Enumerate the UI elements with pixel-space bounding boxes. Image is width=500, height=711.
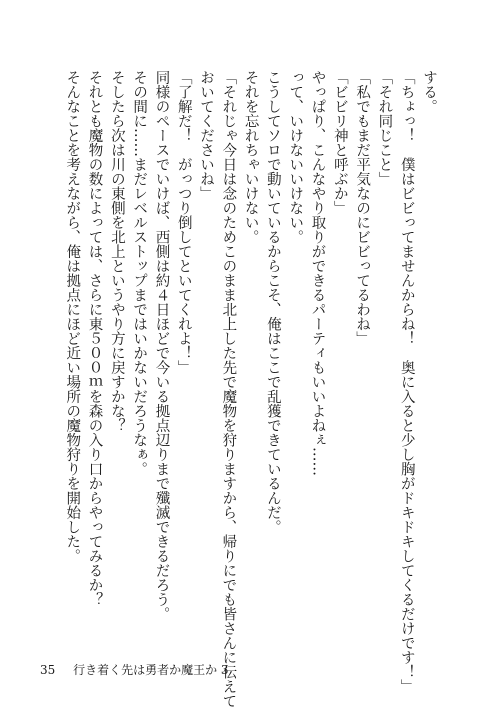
text-line: それとも魔物の数によっては、さらに東５００ｍを森の入り口からやってみるか？ (86, 70, 103, 607)
book-title: 行き着く先は勇者か魔王か 3 (73, 663, 229, 677)
text-line: 「それじゃ今日は念のためこのまま北上した先で魔物を狩りますから、帰りにでも皆さんに伝えて (220, 70, 237, 708)
text-line: って、いけないいけない。 (287, 70, 304, 244)
text-line: おいてくださいね」 (198, 70, 215, 201)
text-line: そんなことを考えながら、俺は拠点にほど近い場所の魔物狩りを開始した。 (64, 70, 81, 563)
text-line: 「私でもまだ平気なのにビビってるわね」 (354, 70, 371, 346)
text-line: 「ビビリ神と呼ぶか」 (331, 70, 348, 215)
text-line: 「それ同じこと」 (376, 70, 393, 186)
text-line: それを忘れちゃいけない。 (242, 70, 259, 244)
text-line: 「了解だ！ がっつり倒してといてくれよ！」 (175, 70, 192, 375)
page-number: 35 (40, 663, 56, 677)
text-line: やっぱり、こんなやり取りができるパーティもいいよねぇ…… (309, 70, 326, 476)
text-line: 「ちょっ！ 僕はビビってませんからね！ 奥に入ると少し胸がドキドキしてくるだけです！」 (398, 70, 415, 694)
text-line: その間に……まだレベルストップまではいかないだろうなぁ。 (131, 70, 148, 476)
page-footer (40, 661, 229, 678)
text-line: そしたら次は川の東側を北上というやり方に戻すかな？ (108, 70, 125, 433)
text-line: こうしてソロで動いているからこそ、俺はここで乱獲できているんだ。 (264, 70, 281, 534)
text-line: 同様のペースでいけば、西側は約４日ほどで今いる拠点辺りまで殲滅できるだろう。 (153, 70, 170, 621)
text-line: する。 (421, 70, 437, 114)
